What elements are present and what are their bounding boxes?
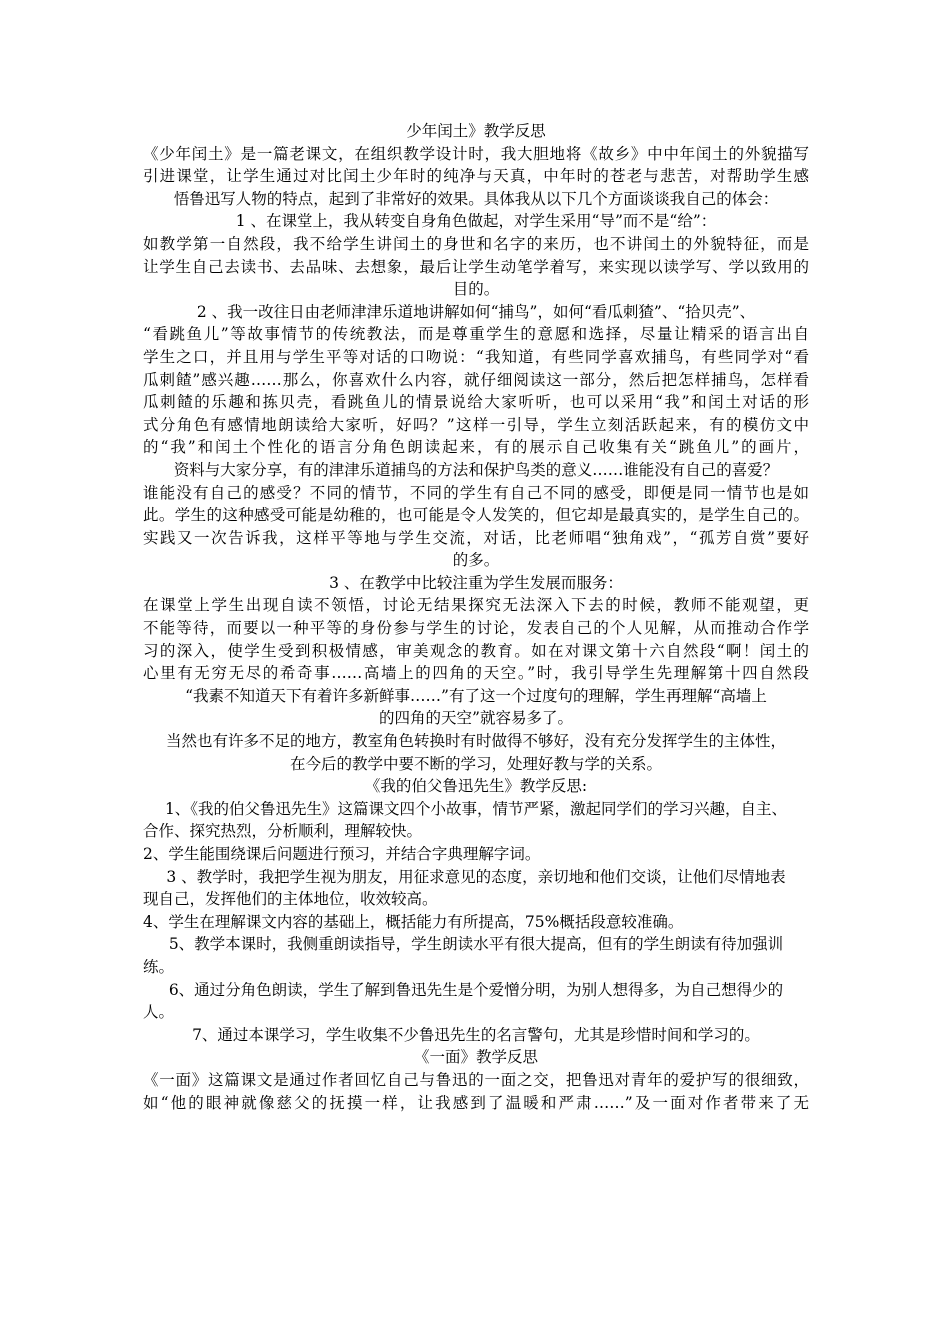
text-line: 3 、在教学中比较注重为学生发展而服务： (329, 573, 623, 592)
text-line: 瓜刺餷”感兴趣……那么，你喜欢什么内容，就仔细阅读这一部分，然后把怎样捕鸟，怎样看 (143, 370, 809, 389)
text-line: “我素不知道天下有着许多新鲜事……”有了这一个过度句的理解，学生再理解“高墙上 (185, 686, 767, 705)
text-line: 6、通过分角色朗读，学生了解到鲁迅先生是个爱憎分明，为别人想得多，为自己想得少的 (168, 980, 784, 999)
text-line: 5、教学本课时，我侧重朗读指导，学生朗读水平有很大提高，但有的学生朗读有待加强训 (168, 935, 784, 954)
text-line: 的多。 (452, 551, 500, 570)
text-line: 1、《我的伯父鲁迅先生》这篇课文四个小故事，情节严紧，激起同学们的学习兴趣，自主、 (164, 799, 788, 818)
text-line: 2、学生能围绕课后问题进行预习，并结合字典理解字词。 (143, 845, 541, 863)
text-line: 如“他的眼神就像慈父的抚摸一样，让我感到了温暖和严肃……”及一面对作者带来了无 (143, 1093, 809, 1112)
text-line: 式分角色有感情地朗读给大家听，好吗？”这样一引导，学生立刻活跃起来，有的模仿文中 (143, 415, 809, 434)
text-line: 练。 (143, 957, 175, 976)
section-title: 《一面》教学反思 (413, 1048, 538, 1067)
text-line: 心里有无穷无尽的希奇事……高墙上的四角的天空。”时，我引导学生先理解第十四自然段 (143, 664, 809, 683)
text-line: “看跳鱼儿”等故事情节的传统教法，而是尊重学生的意愿和选择，尽量让精采的语言出自 (143, 325, 809, 344)
text-line: 4、学生在理解课文内容的基础上，概括能力有所提高，75%概括段意较准确。 (143, 912, 684, 931)
text-line: 现自己，发挥他们的主体地位，收效较高。 (143, 890, 438, 909)
text-line: 在课堂上学生出现自读不领悟，讨论无结果探究无法深入下去的时候，教师不能观望，更 (143, 596, 809, 615)
text-line: 1 、在课堂上，我从转变自身角色做起，对学生采用“导”而不是“给”： (235, 212, 717, 231)
text-line: 谁能没有自己的感受？不同的情节，不同的学生有自己不同的感受，即便是同一情节也是如 (143, 483, 809, 502)
text-line: 《一面》这篇课文是通过作者回忆自己与鲁迅的一面之交，把鲁迅对青年的爱护写的很细致， (143, 1070, 809, 1089)
text-line: 《少年闰土》是一篇老课文，在组织教学设计时，我大胆地将《故乡》中中年闰土的外貌描写 (143, 144, 809, 163)
text-line: 7、通过本课学习，学生收集不少鲁迅先生的名言警句，尤其是珍惜时间和学习的。 (192, 1025, 760, 1044)
text-line: 当然也有许多不足的地方，教室角色转换时有时做得不够好，没有充分发挥学生的主体性， (165, 732, 786, 751)
text-line: 如教学第一自然段，我不给学生讲闰土的身世和名字的来历，也不讲闰土的外貌特征，而是 (143, 234, 809, 253)
text-line: 让学生自己去读书、去品味、去想象，最后让学生动笔学着写，来实现以读学写、学以致用的 (143, 257, 809, 276)
text-line: 2 、我一改往日由老师津津乐道地讲解如何“捕鸟”，如何“看瓜刺猹”、“拾贝壳”、 (196, 302, 756, 321)
text-line: 3 、教学时，我把学生视为朋友，用征求意见的态度，亲切地和他们交谈，让他们尽情地表 (166, 867, 786, 886)
text-line: 资料与大家分享，有的津津乐道捕鸟的方法和保护鸟类的意义……谁能没有自己的喜爱？ (173, 460, 779, 479)
text-line: 此。学生的这种感受可能是幼稚的，也可能是令人发笑的，但它却是最真实的，是学生自己的。 (143, 506, 809, 525)
section-title: 少年闰土》教学反思 (406, 122, 546, 140)
text-line: 目的。 (452, 280, 500, 299)
text-line: 引进课堂，让学生通过对比闰土少年时的纯净与天真，中年时的苍老与悲苦，对帮助学生感 (143, 167, 809, 186)
text-line: 学生之口，并且用与学生平等对话的口吻说：“我知道，有些同学喜欢捕鸟，有些同学对“看 (143, 347, 809, 366)
text-line: 习的深入，使学生受到积极情感，审美观念的教育。如在对课文第十六自然段“啊！闰土的 (143, 641, 809, 660)
text-line: 在今后的教学中要不断的学习，处理好教与学的关系。 (289, 754, 662, 773)
text-line: 的四角的天空”就容易多了。 (379, 709, 573, 728)
text-line: 瓜刺餷的乐趣和拣贝壳，看跳鱼儿的情景说给大家听听，也可以采用“我”和闰土对话的形 (143, 393, 809, 412)
text-line: 不能等待，而要以一种平等的身份参与学生的讨论，发表自己的个人见解，从而推动合作学 (143, 619, 809, 638)
document-body (143, 120, 809, 1114)
text-line: 的“我”和闰土个性化的语言分角色朗读起来，有的展示自己收集有关“跳鱼儿”的画片， (143, 438, 809, 457)
section-title: 《我的伯父鲁迅先生》教学反思: (364, 777, 588, 796)
text-line: 实践又一次告诉我，这样平等地与学生交流，对话，比老师唱“独角戏”，“孤芳自赏”要好 (143, 528, 809, 547)
text-line: 悟鲁迅写人物的特点，起到了非常好的效果。具体我从以下几个方面谈谈我自己的体会： (173, 189, 779, 208)
text-line: 合作、探究热烈，分析顺利，理解较快。 (143, 822, 423, 841)
text-line: 人。 (143, 1003, 175, 1022)
